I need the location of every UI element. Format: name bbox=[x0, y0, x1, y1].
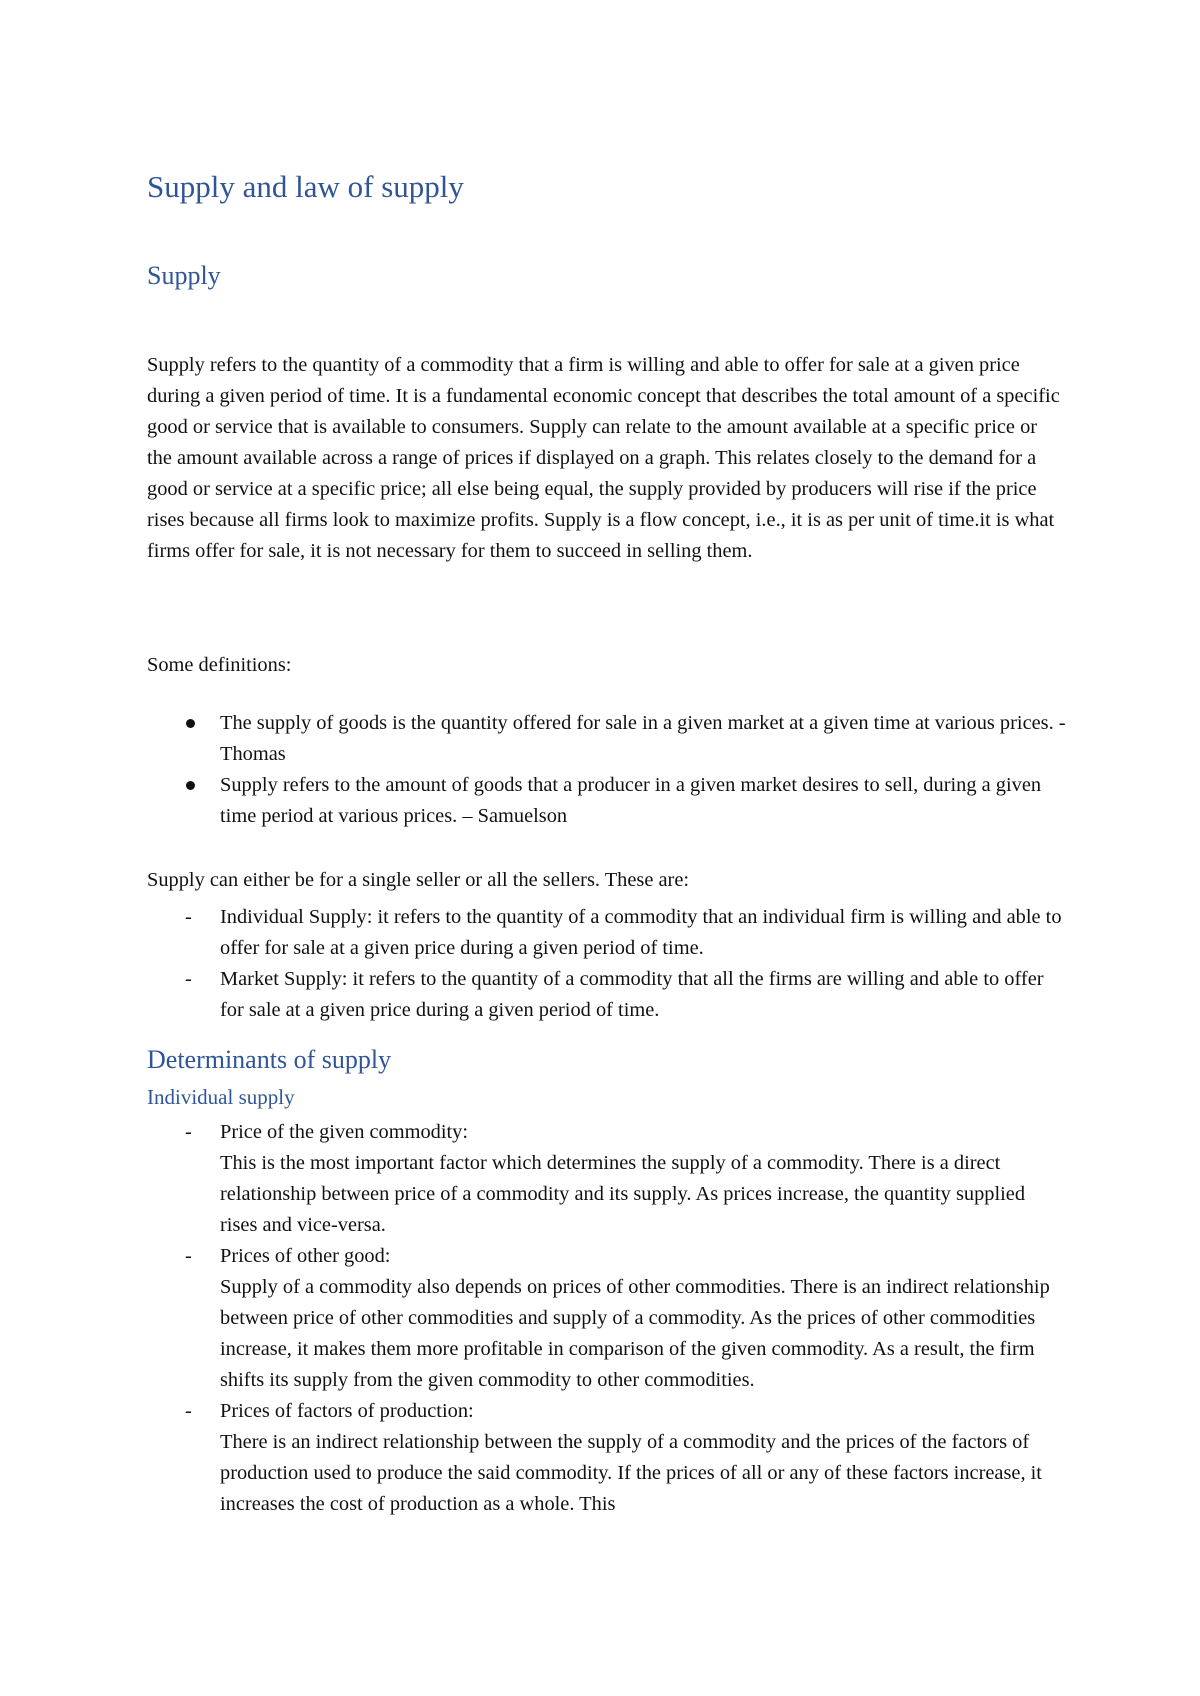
supply-type-text: Individual Supply: it refers to the quantity of a commodity that an individual firm is willing and able to offer for sale at a given price during a given period of time. bbox=[220, 906, 1062, 959]
determinant-item bbox=[147, 1396, 1067, 1520]
definition-item bbox=[147, 708, 1067, 770]
determinant-item bbox=[147, 1117, 1067, 1241]
definitions-list bbox=[147, 708, 1067, 832]
determinant-text: This is the most important factor which determines the supply of a commodity. There is a direct relationship between price of a commodity and its supply. As prices increase, the quantity supplied rises and vice-versa. bbox=[220, 1152, 1026, 1236]
definition-item bbox=[147, 770, 1067, 832]
supply-types-intro: Supply can either be for a single seller or all the sellers. These are: bbox=[147, 869, 690, 891]
determinant-text: Supply of a commodity also depends on prices of other commodities. There is an indirect relationship between price of other commodities and supply of a commodity. As the prices of other commodities increase, it makes them more profitable in comparison of the given commodity. As a result, the firm shifts its supply from the given commodity to other commodities. bbox=[220, 1276, 1050, 1391]
dash-marker: - bbox=[185, 1400, 192, 1422]
supply-type-item bbox=[147, 902, 1067, 964]
definition-text: Supply refers to the amount of goods that a producer in a given market desires to sell, during a given time period at various prices. – Samuelson bbox=[220, 774, 1042, 827]
document-title: Supply and law of supply bbox=[147, 169, 464, 204]
dash-marker: - bbox=[185, 1245, 192, 1267]
determinant-name: Price of the given commodity: bbox=[220, 1121, 469, 1143]
dash-marker: - bbox=[185, 1121, 192, 1143]
bullet-icon bbox=[186, 781, 195, 790]
supply-types-list bbox=[147, 902, 1067, 1026]
determinant-text: There is an indirect relationship between the supply of a commodity and the prices of the factors of production used to produce the said commodity. If the prices of all or any of these factors increase, it increases the cost of production as a whole. This bbox=[220, 1431, 1042, 1515]
individual-supply-heading: Individual supply bbox=[147, 1085, 295, 1109]
supply-type-text: Market Supply: it refers to the quantity of a commodity that all the firms are willing and able to offer for sale at a given price during a given period of time. bbox=[220, 968, 1044, 1021]
dash-marker: - bbox=[185, 906, 192, 928]
bullet-icon bbox=[186, 719, 195, 728]
determinant-name: Prices of other good: bbox=[220, 1245, 391, 1267]
determinants-heading: Determinants of supply bbox=[147, 1045, 392, 1074]
determinants-list bbox=[147, 1117, 1067, 1520]
dash-marker: - bbox=[185, 968, 192, 990]
supply-type-item bbox=[147, 964, 1067, 1026]
determinant-name: Prices of factors of production: bbox=[220, 1400, 474, 1422]
definitions-label: Some definitions: bbox=[147, 654, 292, 676]
section-heading-supply: Supply bbox=[147, 261, 221, 290]
determinant-item bbox=[147, 1241, 1067, 1396]
definition-text: The supply of goods is the quantity offered for sale in a given market at a given time at various prices. - Thomas bbox=[220, 712, 1066, 765]
intro-paragraph: Supply refers to the quantity of a commodity that a firm is willing and able to offer for sale at a given price during a given period of time. It is a fundamental economic concept that describes the total amount of a specific good or service that is available to consumers. Supply can relate to the amount available at a specific price or the amount available across a range of prices if displayed on a graph. This relates closely to the demand for a good or service at a specific price; all else being equal, the supply provided by producers will rise if the price rises because all firms look to maximize profits. Supply is a flow concept, i.e., it is as per unit of time.it is what firms offer for sale, it is not necessary for them to succeed in selling them. bbox=[147, 354, 1060, 562]
